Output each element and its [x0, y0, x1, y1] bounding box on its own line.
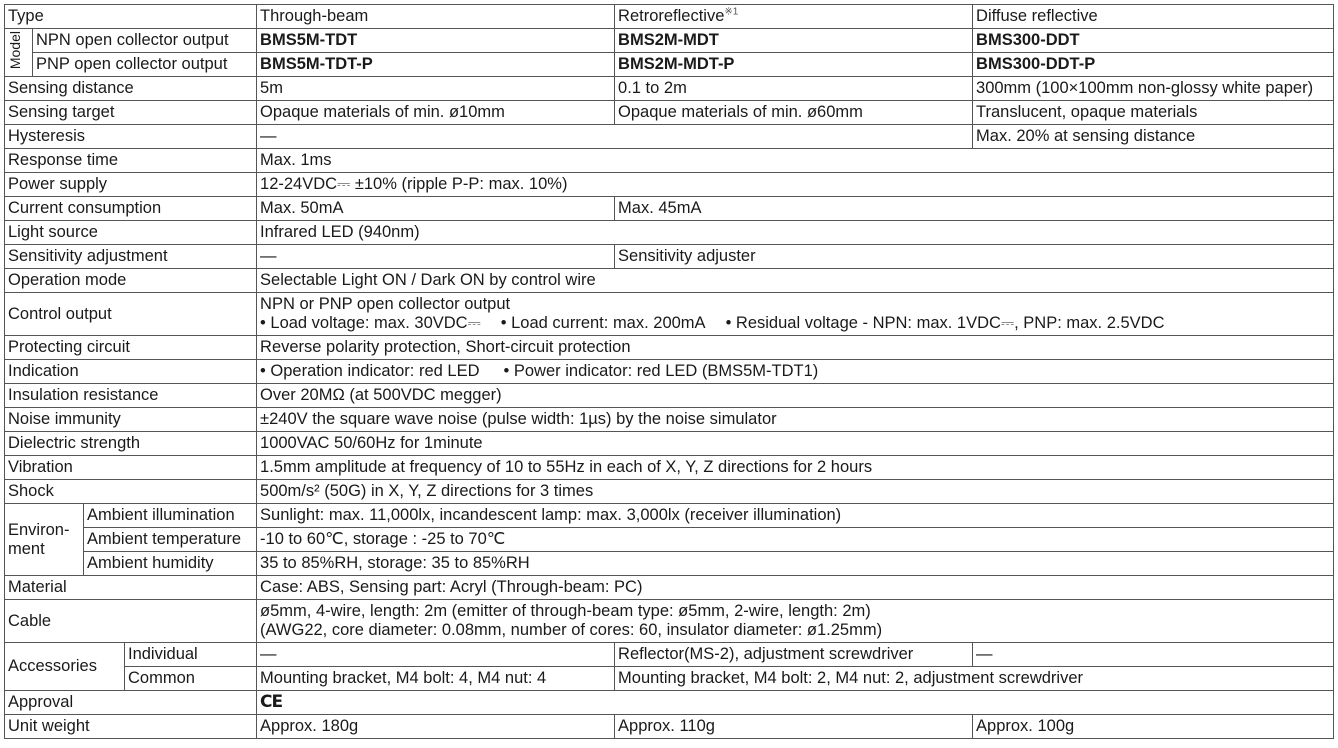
ce-mark-icon: CE [260, 692, 283, 712]
accessories-common-label: Common [125, 667, 257, 691]
noise-immunity-label: Noise immunity [5, 408, 257, 432]
pnp-through-beam-model: BMS5M-TDT-P [257, 53, 615, 77]
shock-label: Shock [5, 480, 257, 504]
insulation-resistance-value: Over 20MΩ (at 500VDC megger) [257, 384, 1334, 408]
unit-weight-through-beam: Approx. 180g [257, 715, 615, 739]
row-power-supply [5, 173, 1334, 197]
row-sensitivity-adjustment [5, 245, 1334, 269]
type-through-beam: Through-beam [257, 5, 615, 29]
protecting-circuit-value: Reverse polarity protection, Short-circuit protection [257, 336, 1334, 360]
ambient-temperature-value: -10 to 60℃, storage : -25 to 70℃ [257, 528, 1334, 552]
row-ambient-humidity [5, 552, 1334, 576]
hysteresis-diffuse: Max. 20% at sensing distance [973, 125, 1334, 149]
sensing-target-label: Sensing target [5, 101, 257, 125]
response-time-value: Max. 1ms [257, 149, 1334, 173]
row-light-source [5, 221, 1334, 245]
vibration-value: 1.5mm amplitude at frequency of 10 to 55Hz in each of X, Y, Z directions for 2 hours [257, 456, 1334, 480]
dielectric-strength-value: 1000VAC 50/60Hz for 1minute [257, 432, 1334, 456]
spec-table [4, 4, 1334, 739]
row-insulation-resistance [5, 384, 1334, 408]
operation-mode-label: Operation mode [5, 269, 257, 293]
row-current-consumption [5, 197, 1334, 221]
ambient-humidity-label: Ambient humidity [84, 552, 257, 576]
row-protecting-circuit [5, 336, 1334, 360]
light-source-value: Infrared LED (940nm) [257, 221, 1334, 245]
row-dielectric-strength [5, 432, 1334, 456]
accessories-individual-retro: Reflector(MS-2), adjustment screwdriver [615, 643, 973, 667]
response-time-label: Response time [5, 149, 257, 173]
ambient-illumination-label: Ambient illumination [84, 504, 257, 528]
current-consumption-through-beam: Max. 50mA [257, 197, 615, 221]
ambient-humidity-value: 35 to 85%RH, storage: 35 to 85%RH [257, 552, 1334, 576]
pnp-retro-model: BMS2M-MDT-P [615, 53, 973, 77]
cable-label: Cable [5, 600, 257, 643]
row-control-output [5, 293, 1334, 336]
row-indication [5, 360, 1334, 384]
control-output-value [257, 293, 1334, 336]
operation-mode-value: Selectable Light ON / Dark ON by control wire [257, 269, 1334, 293]
sensitivity-adjustment-label: Sensitivity adjustment [5, 245, 257, 269]
insulation-resistance-label: Insulation resistance [5, 384, 257, 408]
accessories-individual-label: Individual [125, 643, 257, 667]
noise-immunity-value: ±240V the square wave noise (pulse width: 1µs) by the noise simulator [257, 408, 1334, 432]
row-accessories-common [5, 667, 1334, 691]
power-supply-value: 12-24VDC⎓ ±10% (ripple P-P: max. 10%) [257, 173, 1334, 197]
row-model-pnp [5, 53, 1334, 77]
sensing-distance-through-beam: 5m [257, 77, 615, 101]
control-output-load-current: • Load current: max. 200mA [500, 314, 706, 332]
pnp-diffuse-model: BMS300-DDT-P [973, 53, 1334, 77]
control-output-line-1: NPN or PNP open collector output [260, 295, 511, 313]
sensitivity-adjustment-through-beam: — [257, 245, 615, 269]
row-shock [5, 480, 1334, 504]
row-response-time [5, 149, 1334, 173]
control-output-label: Control output [5, 293, 257, 336]
accessories-individual-through-beam: — [257, 643, 615, 667]
sensing-distance-diffuse: 300mm (100×100mm non-glossy white paper) [973, 77, 1334, 101]
row-sensing-distance [5, 77, 1334, 101]
approval-label: Approval [5, 691, 257, 715]
npn-diffuse-model: BMS300-DDT [973, 29, 1334, 53]
row-cable [5, 600, 1334, 643]
accessories-common-retro-diffuse: Mounting bracket, M4 bolt: 2, M4 nut: 2, adjustment screwdriver [615, 667, 1334, 691]
indication-power-indicator: • Power indicator: red LED (BMS5M-TDT1) [503, 362, 819, 380]
hysteresis-label: Hysteresis [5, 125, 257, 149]
indication-label: Indication [5, 360, 257, 384]
row-hysteresis [5, 125, 1334, 149]
shock-value: 500m/s² (50G) in X, Y, Z directions for 3 times [257, 480, 1334, 504]
control-output-line-2 [260, 314, 1330, 333]
current-consumption-label: Current consumption [5, 197, 257, 221]
accessories-individual-diffuse: — [973, 643, 1334, 667]
retroreflective-text: Retroreflective [618, 7, 725, 25]
npn-retro-model: BMS2M-MDT [615, 29, 973, 53]
row-ambient-temperature [5, 528, 1334, 552]
power-supply-label: Power supply [5, 173, 257, 197]
sensing-target-through-beam: Opaque materials of min. ø10mm [257, 101, 615, 125]
dielectric-strength-label: Dielectric strength [5, 432, 257, 456]
indication-value [257, 360, 1334, 384]
sensing-target-retro: Opaque materials of min. ø60mm [615, 101, 973, 125]
npn-label: NPN open collector output [33, 29, 257, 53]
cable-line-2: (AWG22, core diameter: 0.08mm, number of cores: 60, insulator diameter: ø1.25mm) [260, 621, 883, 639]
row-accessories-individual [5, 643, 1334, 667]
accessories-label: Accessories [5, 643, 125, 691]
environment-label-line-1: Environ- [8, 520, 70, 539]
unit-weight-retro: Approx. 110g [615, 715, 973, 739]
model-label: Model [7, 30, 23, 70]
control-output-residual-voltage: • Residual voltage - NPN: max. 1VDC⎓, PNP: max. 2.5VDC [725, 314, 1165, 332]
row-type [5, 5, 1334, 29]
light-source-label: Light source [5, 221, 257, 245]
model-label-cell [5, 29, 33, 77]
npn-through-beam-model: BMS5M-TDT [257, 29, 615, 53]
environment-label-line-2: ment [8, 539, 45, 558]
row-material [5, 576, 1334, 600]
sensing-target-diffuse: Translucent, opaque materials [973, 101, 1334, 125]
vibration-label: Vibration [5, 456, 257, 480]
sensing-distance-label: Sensing distance [5, 77, 257, 101]
protecting-circuit-label: Protecting circuit [5, 336, 257, 360]
unit-weight-label: Unit weight [5, 715, 257, 739]
row-ambient-illumination [5, 504, 1334, 528]
row-operation-mode [5, 269, 1334, 293]
approval-value [257, 691, 1334, 715]
sensing-distance-retro: 0.1 to 2m [615, 77, 973, 101]
type-label: Type [5, 5, 257, 29]
pnp-label: PNP open collector output [33, 53, 257, 77]
type-retroreflective [615, 5, 973, 29]
indication-operation-indicator: • Operation indicator: red LED [260, 362, 480, 380]
material-value: Case: ABS, Sensing part: Acryl (Through-beam: PC) [257, 576, 1334, 600]
type-diffuse: Diffuse reflective [973, 5, 1334, 29]
retroreflective-footnote-mark: ※1 [724, 6, 739, 18]
ambient-illumination-value: Sunlight: max. 11,000lx, incandescent lamp: max. 3,000lx (receiver illumination) [257, 504, 1334, 528]
row-approval [5, 691, 1334, 715]
row-vibration [5, 456, 1334, 480]
sensitivity-adjustment-retro-diffuse: Sensitivity adjuster [615, 245, 1334, 269]
row-noise-immunity [5, 408, 1334, 432]
environment-label [5, 504, 84, 576]
hysteresis-through-beam-retro: — [257, 125, 973, 149]
row-unit-weight [5, 715, 1334, 739]
unit-weight-diffuse: Approx. 100g [973, 715, 1334, 739]
accessories-common-through-beam: Mounting bracket, M4 bolt: 4, M4 nut: 4 [257, 667, 615, 691]
cable-line-1: ø5mm, 4-wire, length: 2m (emitter of through-beam type: ø5mm, 2-wire, length: 2m) [260, 602, 871, 620]
current-consumption-retro-diffuse: Max. 45mA [615, 197, 1334, 221]
cable-value [257, 600, 1334, 643]
row-model-npn [5, 29, 1334, 53]
material-label: Material [5, 576, 257, 600]
row-sensing-target [5, 101, 1334, 125]
control-output-load-voltage: • Load voltage: max. 30VDC⎓ [260, 314, 481, 332]
ambient-temperature-label: Ambient temperature [84, 528, 257, 552]
